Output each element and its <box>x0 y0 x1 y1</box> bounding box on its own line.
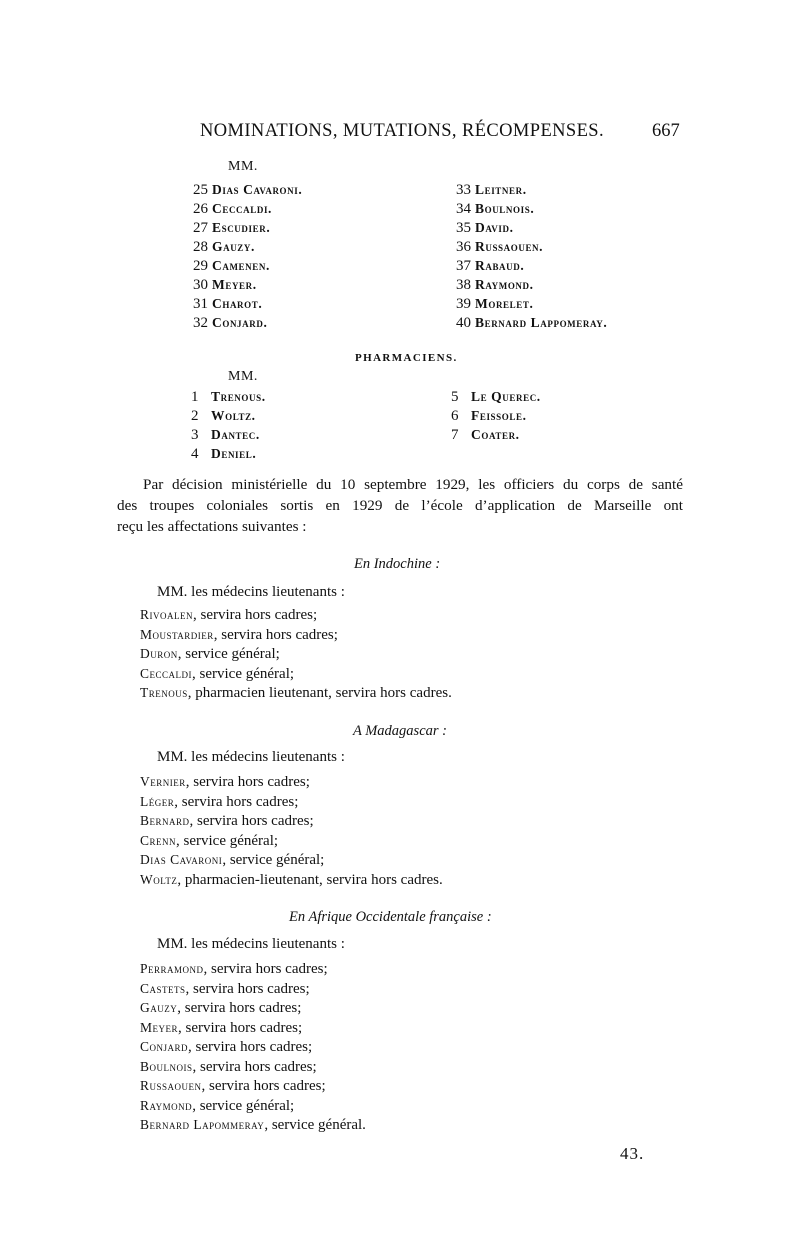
list-item: Boulnois, servira hors cadres; <box>140 1058 317 1075</box>
list-item: Raymond, service général; <box>140 1097 295 1114</box>
page-number: 667 <box>652 121 680 141</box>
list-item: 27 Escudier. <box>193 220 271 236</box>
list-item: Bernard Lapommeray, service général. <box>140 1117 366 1133</box>
list-item: 39 Morelet. <box>456 296 534 312</box>
section-intro: MM. les médecins lieutenants : <box>157 584 345 600</box>
list-item: 25 Dias Cavaroni. <box>193 182 303 198</box>
list-item: Bernard, servira hors cadres; <box>140 813 314 829</box>
assignment-list <box>140 772 443 889</box>
list-item: Perramond, servira hors cadres; <box>140 961 328 977</box>
list-item: 2 Woltz. <box>191 408 256 424</box>
paragraph-line: reçu les affectations suivantes : <box>117 518 307 535</box>
list-item: Gauzy, servira hors cadres; <box>140 1000 302 1016</box>
paragraph-line: des troupes coloniales sortis en 1929 de l’école d’application de Marseille ont <box>117 497 683 514</box>
list-item: 38 Raymond. <box>456 277 534 293</box>
list-item: 40 Bernard Lappomeray. <box>456 315 608 331</box>
mm-prefix: MM. <box>228 159 258 174</box>
list-item: Castets, servira hors cadres; <box>140 980 310 997</box>
list-item: Léger, servira hors cadres; <box>140 793 299 810</box>
list-item: 31 Charot. <box>193 296 263 312</box>
list-item: Trenous, pharmacien lieutenant, servira hors cadres. <box>140 685 452 701</box>
list-item: 34 Boulnois. <box>456 201 535 217</box>
list-item: 29 Camenen. <box>193 258 270 274</box>
section-title: A Madagascar : <box>353 723 447 739</box>
list-item: 7 Coater. <box>451 427 520 443</box>
medecins-list-right <box>450 180 607 332</box>
list-item: Duron, service général; <box>140 646 280 662</box>
list-item: 36 Russaouen. <box>456 239 544 255</box>
list-item: 5 Le Querec. <box>451 389 541 405</box>
list-item: Woltz, pharmacien-lieutenant, servira hors cadres. <box>140 871 443 888</box>
list-item: 33 Leitner. <box>456 182 527 198</box>
list-item: 35 David. <box>456 220 514 236</box>
list-item: 30 Meyer. <box>193 277 257 293</box>
pharmaciens-heading: PHARMACIENS. <box>355 352 458 364</box>
list-item: Ceccaldi, service général; <box>140 665 295 682</box>
paragraph-line: Par décision ministérielle du 10 septembre 1929, les officiers du corps de santé <box>143 476 683 493</box>
list-item: Dias Cavaroni, service général; <box>140 852 325 868</box>
list-item: Crenn, service général; <box>140 832 279 849</box>
list-item: 37 Rabaud. <box>456 258 525 274</box>
list-item: 4 Deniel. <box>191 446 257 462</box>
list-item: 28 Gauzy. <box>193 239 255 255</box>
mm-prefix: MM. <box>228 369 258 384</box>
list-item: Moustardier, servira hors cadres; <box>140 626 338 643</box>
list-item: 3 Dantec. <box>191 427 260 443</box>
section-title: En Indochine : <box>354 556 441 572</box>
list-item: Meyer, servira hors cadres; <box>140 1019 303 1036</box>
running-header: NOMINATIONS, MUTATIONS, RÉCOMPENSES. <box>200 121 605 141</box>
list-item: 6 Feissole. <box>451 408 527 424</box>
list-item: Vernier, servira hors cadres; <box>140 774 310 790</box>
assignment-list <box>140 959 366 1135</box>
list-item: Rivoalen, servira hors cadres; <box>140 607 318 623</box>
medecins-list-left <box>187 180 302 332</box>
list-item: Russaouen, servira hors cadres; <box>140 1078 326 1094</box>
section-intro: MM. les médecins lieutenants : <box>157 936 345 952</box>
decision-paragraph <box>117 474 683 537</box>
list-item: 1 Trenous. <box>191 389 266 405</box>
signature-mark: 43. <box>620 1144 645 1163</box>
list-item: 26 Ceccaldi. <box>193 201 273 217</box>
section-title: En Afrique Occidentale française : <box>289 909 492 925</box>
list-item: Conjard, servira hors cadres; <box>140 1039 313 1055</box>
section-intro: MM. les médecins lieutenants : <box>157 749 345 765</box>
assignment-list <box>140 605 452 703</box>
pharmaciens-list-left <box>191 387 266 463</box>
pharmaciens-list-right <box>451 387 541 444</box>
list-item: 32 Conjard. <box>193 315 268 331</box>
